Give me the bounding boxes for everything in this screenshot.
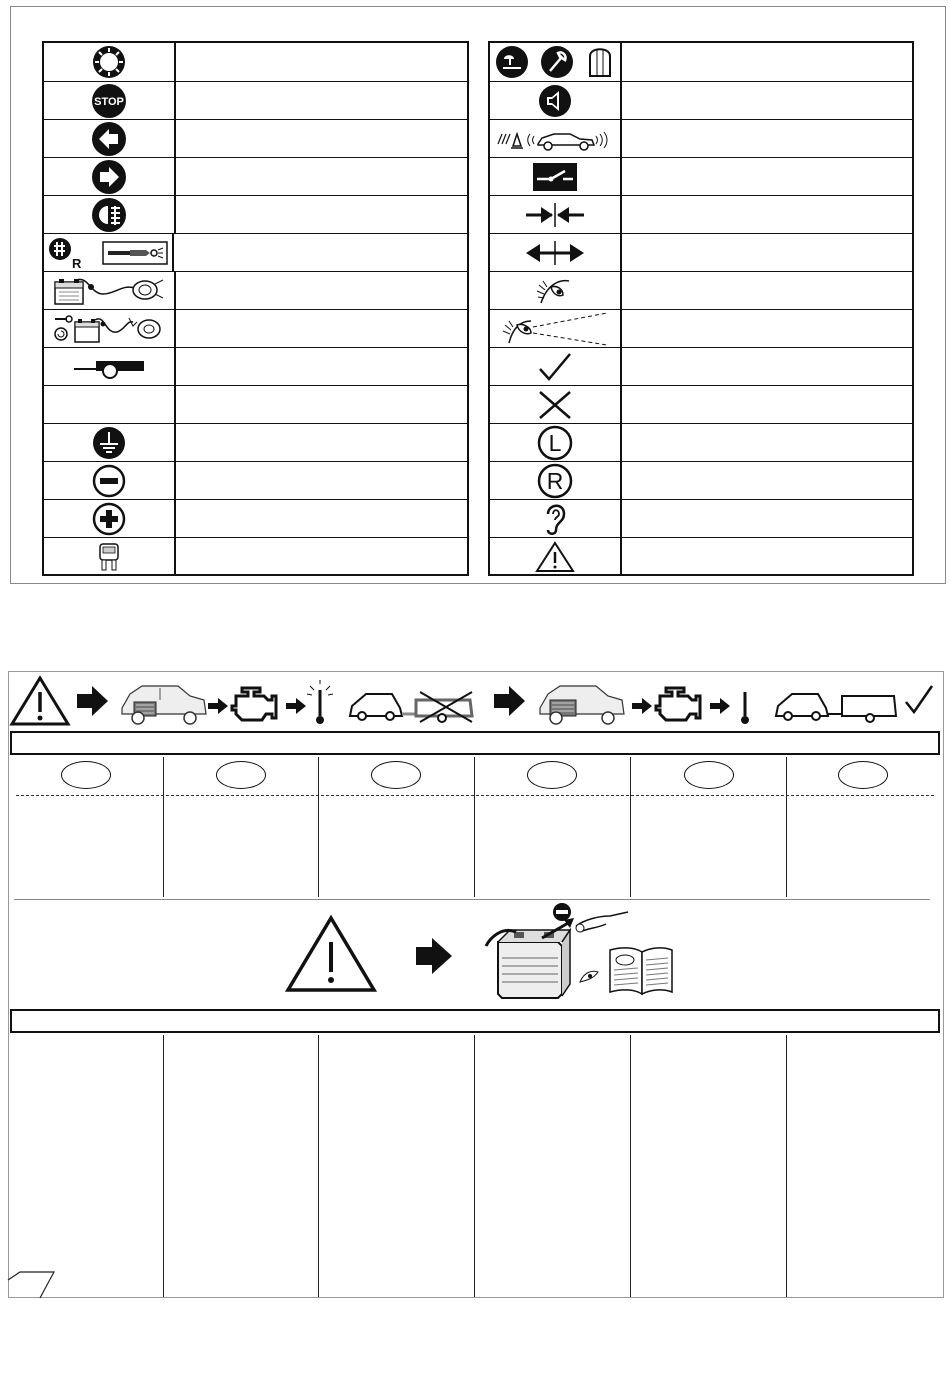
legend-row: [44, 119, 467, 158]
legend-row: [490, 157, 912, 196]
legend-row: [44, 347, 467, 386]
dashed-separator: [16, 795, 934, 796]
legend-row: [490, 347, 912, 386]
arrow-right-icon: [77, 686, 108, 716]
legend-text: [622, 234, 912, 272]
legend-text: [622, 386, 912, 424]
glove-icon: [585, 44, 615, 80]
legend-row: [44, 423, 467, 462]
legend-row: [490, 461, 912, 500]
column-text: [794, 800, 934, 890]
column-divider: [786, 1035, 787, 1297]
legend-text: [176, 348, 467, 386]
ear-icon: [490, 500, 622, 538]
pictogram-row: [10, 674, 940, 730]
key-battery-connector-icon: [44, 310, 176, 348]
expand-arrows-icon: [490, 234, 622, 272]
legend-text: [176, 310, 467, 348]
legend-text: [622, 196, 912, 234]
light-bulb-icon: [44, 43, 176, 81]
column-divider: [474, 1035, 475, 1297]
legend-row: [44, 233, 467, 272]
small-arrow-icon: [632, 698, 652, 714]
column-text: [170, 800, 310, 890]
car-alarm-icon: [490, 120, 622, 158]
column-text: [326, 800, 466, 890]
rear-fog-and-trailer-lamp-icon: [44, 234, 174, 272]
checkmark-icon: [490, 348, 622, 386]
legend-text: [176, 386, 467, 424]
legend-text: [176, 120, 467, 158]
legend-text: [176, 538, 467, 575]
legend-text: [176, 272, 467, 310]
legend-row: [490, 499, 912, 538]
car-with-trailer-crossed-icon: [350, 692, 472, 722]
column-text: [482, 800, 622, 890]
legend-row: [490, 119, 912, 158]
legend-row: [490, 537, 912, 575]
legend-row: [490, 233, 912, 272]
legend-text: [622, 43, 912, 81]
legend-text: [176, 424, 467, 462]
eye-check-icon: [490, 272, 622, 310]
legend-text: [176, 196, 467, 234]
plus-circle-icon: [44, 500, 176, 538]
wrench-circle-icon: [540, 45, 574, 79]
column-text: [170, 1040, 310, 1290]
stop-sign-label: STOP: [94, 96, 124, 108]
checkmark-icon: [906, 686, 932, 712]
legend-row: [44, 537, 467, 575]
legend-row: [44, 81, 467, 120]
legend-row: [44, 195, 467, 234]
eye-sight-line-icon: [490, 310, 622, 348]
legend-text: [176, 234, 467, 272]
speaker-icon: [490, 82, 622, 120]
legend-text: [622, 348, 912, 386]
small-arrow-icon: [208, 698, 228, 714]
legend-text: [622, 82, 912, 120]
column-text: [482, 1040, 622, 1290]
small-arrow-icon: [286, 698, 306, 714]
column-divider: [474, 757, 475, 897]
letter-r-glyph: R: [546, 468, 564, 494]
right-arrow-circle-icon: [44, 158, 176, 196]
legend-text: [176, 43, 467, 81]
language-oval: [216, 761, 266, 789]
column-divider: [630, 1035, 631, 1297]
legend-text: [622, 538, 912, 575]
engine-icon: [656, 688, 700, 720]
legend-text: [176, 158, 467, 196]
engine-icon: [232, 688, 276, 720]
legend-text: [622, 272, 912, 310]
small-arrow-icon: [710, 698, 730, 714]
tools-icons-group: [490, 43, 622, 81]
car-with-trailer-icon: [776, 694, 896, 722]
column-text: [794, 1040, 934, 1290]
legend-row: [490, 81, 912, 120]
letter-r-circle-icon: [490, 462, 622, 500]
car-front-icon: [540, 686, 624, 724]
car-front-icon: [122, 686, 206, 724]
column-text: [326, 1040, 466, 1290]
battery-icon: [486, 918, 574, 998]
language-oval: [61, 761, 111, 789]
warning-triangle-icon: [288, 918, 374, 990]
legend-row: [44, 461, 467, 500]
legend-text: [622, 310, 912, 348]
tow-bar-icon: [44, 348, 176, 386]
arrow-right-icon: [416, 938, 452, 974]
column-divider: [318, 757, 319, 897]
column-text: [638, 800, 778, 890]
legend-text: [622, 500, 912, 538]
column-divider: [318, 1035, 319, 1297]
legend-row: [490, 43, 912, 81]
thermometer-icon: [741, 692, 749, 724]
letter-l-circle-icon: [490, 424, 622, 462]
legend-row: [44, 157, 467, 196]
section-separator: [14, 899, 930, 900]
legend-row: [44, 271, 467, 310]
compress-arrows-icon: [490, 196, 622, 234]
language-oval: [527, 761, 577, 789]
minus-circle-icon: [553, 903, 571, 921]
battery-connector-icon: [44, 272, 176, 310]
thermometer-hot-icon: [307, 680, 333, 724]
battery-warning-pictogram: [280, 902, 680, 1006]
legend-text: [622, 462, 912, 500]
cross-icon: [490, 386, 622, 424]
legend-row: [490, 271, 912, 310]
fuse-icon: [44, 538, 176, 575]
minus-circle-icon: [44, 462, 176, 500]
fog-label: R: [72, 256, 82, 271]
symbol-legend-left-table: [42, 41, 469, 576]
language-oval: [684, 761, 734, 789]
arrow-right-icon: [494, 686, 525, 716]
column-divider: [786, 757, 787, 897]
stop-sign-icon: [44, 82, 176, 120]
column-text: [16, 800, 156, 890]
blank-icon-cell: [44, 386, 176, 424]
screwdriver-circle-icon: [495, 45, 529, 79]
language-oval: [371, 761, 421, 789]
legend-row: [44, 385, 467, 424]
manual-book-icon: [610, 948, 672, 994]
legend-text: [176, 82, 467, 120]
hand-wrench-icon: [576, 912, 628, 932]
warning-triangle-icon: [12, 678, 68, 724]
column-divider: [630, 757, 631, 897]
ground-icon: [44, 424, 176, 462]
column-text: [16, 1040, 156, 1290]
warning-triangle-icon: [490, 538, 622, 575]
rear-fog-light-icon: [44, 196, 176, 234]
eye-icon: [580, 971, 598, 982]
language-header-bar: [10, 731, 940, 755]
column-divider: [163, 1035, 164, 1297]
symbol-legend-right-table: [488, 41, 914, 576]
language-oval: [838, 761, 888, 789]
legend-row: [490, 195, 912, 234]
legend-row: [490, 385, 912, 424]
left-arrow-circle-icon: [44, 120, 176, 158]
legend-row: [44, 309, 467, 348]
legend-text: [622, 424, 912, 462]
language-header-bar: [10, 1009, 940, 1033]
column-divider: [163, 757, 164, 897]
legend-row: [490, 423, 912, 462]
letter-l-glyph: L: [548, 430, 562, 456]
legend-text: [176, 500, 467, 538]
switch-icon: [490, 158, 622, 196]
folded-corner-mark: [6, 1270, 56, 1300]
legend-text: [622, 158, 912, 196]
legend-text: [622, 120, 912, 158]
legend-row: [490, 309, 912, 348]
legend-row: [44, 43, 467, 81]
legend-row: [44, 499, 467, 538]
legend-text: [176, 462, 467, 500]
column-text: [638, 1040, 778, 1290]
